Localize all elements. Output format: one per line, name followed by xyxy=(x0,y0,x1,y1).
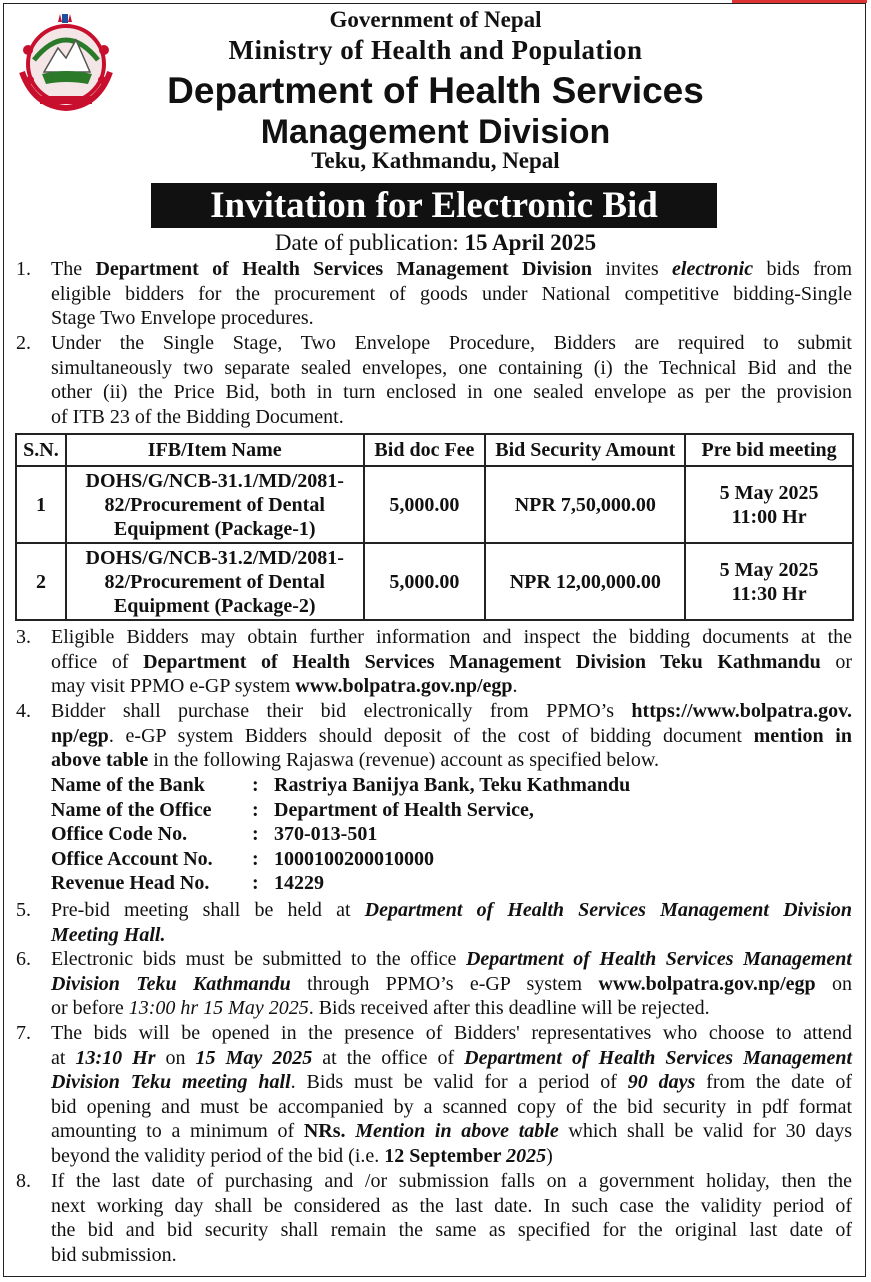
text-run: mention in xyxy=(753,724,852,747)
text-run: eligible bidders for the procurement of goods under National competitive bidding-Single xyxy=(51,282,852,305)
text-run: The xyxy=(51,258,96,280)
clause-2 xyxy=(16,331,852,429)
bank-colon: : xyxy=(252,872,259,895)
clause-text xyxy=(51,257,852,331)
clause-8 xyxy=(16,1169,852,1267)
text-run: Department of Health Services Management Division xyxy=(95,258,593,280)
header-sn: S.N. xyxy=(16,434,66,466)
text-line xyxy=(51,1169,852,1194)
clause-number: 2. xyxy=(16,332,31,354)
text-run: of ITB 23 of the Bidding Document. xyxy=(51,405,344,428)
notice-banner: Invitation for Electronic Bid xyxy=(151,183,717,228)
clause-text xyxy=(51,699,852,773)
bank-value: 14229 xyxy=(274,872,324,895)
text-run: . xyxy=(512,675,518,698)
bank-colon: : xyxy=(252,823,259,846)
clause-number: 1. xyxy=(16,258,31,280)
clause-text xyxy=(51,1169,852,1267)
text-run: or xyxy=(820,650,852,673)
text-line xyxy=(51,748,852,773)
bank-key: Revenue Head No. xyxy=(51,872,210,895)
text-line xyxy=(51,947,852,972)
bank-row xyxy=(51,871,630,896)
item-name-line: DOHS/G/NCB-31.1/MD/2081- xyxy=(85,469,344,492)
text-run: bids from xyxy=(753,258,853,280)
text-run: may visit PPMO e-GP system xyxy=(51,675,296,698)
address: Teku, Kathmandu, Nepal xyxy=(311,148,560,173)
clause-number: 3. xyxy=(16,626,31,648)
table-header-row xyxy=(16,434,853,466)
text-run: amounting to a minimum of xyxy=(51,1120,304,1143)
bank-row xyxy=(51,798,630,823)
ministry-title: Ministry of Health and Population xyxy=(228,35,643,65)
text-run: NRs. xyxy=(303,1120,346,1143)
text-line xyxy=(51,1144,852,1169)
text-line xyxy=(51,306,852,331)
clause-number: 5. xyxy=(16,899,31,921)
text-line xyxy=(51,972,852,997)
text-line xyxy=(51,331,852,356)
text-run: beyond the validity period of the bid (i.e. xyxy=(51,1144,385,1167)
clause-text xyxy=(51,625,852,699)
table-row xyxy=(16,543,853,620)
text-run: https://www.bolpatra.gov. xyxy=(631,700,852,722)
clause-number: 6. xyxy=(16,948,31,970)
clause-5 xyxy=(16,898,852,947)
text-run: 15 May 2025 xyxy=(195,1046,313,1069)
text-run: bid submission. xyxy=(51,1243,177,1266)
cell-pre-bid-meeting xyxy=(685,543,853,620)
text-run: the bid and bid security shall remain the same as specified for the original last date of xyxy=(51,1219,852,1242)
meeting-time: 11:30 Hr xyxy=(731,582,807,605)
item-name-line: Equipment (Package-2) xyxy=(113,594,316,617)
text-line xyxy=(51,405,852,430)
clause-6 xyxy=(16,947,852,1021)
bank-key: Name of the Office xyxy=(51,798,212,821)
text-line xyxy=(51,1021,852,1046)
clause-number: 7. xyxy=(16,1022,31,1044)
text-run: electronic xyxy=(672,258,754,280)
bank-value: Rastriya Banijya Bank, Teku Kathmandu xyxy=(274,774,631,796)
cell-pre-bid-meeting xyxy=(685,466,853,543)
text-run: office of xyxy=(51,650,144,673)
publication-label: Date of publication: xyxy=(274,230,459,255)
clause-7 xyxy=(16,1021,852,1169)
gov-title: Government of Nepal xyxy=(329,7,542,32)
text-line xyxy=(51,674,852,699)
cell-doc-fee: 5,000.00 xyxy=(364,466,486,543)
text-run: Eligible Bidders may obtain further information and inspect the bidding documents at the xyxy=(51,626,852,648)
text-run: Stage Two Envelope procedures. xyxy=(51,307,314,330)
cell-bid-security: NPR 12,00,000.00 xyxy=(485,543,685,620)
text-run: on xyxy=(815,972,853,995)
text-run: Pre-bid meeting shall be held at xyxy=(51,899,365,921)
text-run: on xyxy=(155,1046,196,1069)
meeting-date: 5 May 2025 xyxy=(719,558,819,581)
text-run: 12 September xyxy=(384,1144,507,1167)
text-run: in the following Rajaswa (revenue) account as specified below. xyxy=(148,749,659,772)
item-name-line: DOHS/G/NCB-31.2/MD/2081- xyxy=(85,546,344,569)
text-line xyxy=(51,898,852,923)
text-run: Department of Health Services Management xyxy=(464,1046,853,1069)
clause-text xyxy=(51,947,852,1021)
text-line xyxy=(51,1070,852,1095)
clause-1 xyxy=(16,257,852,331)
cell-item-name xyxy=(66,466,364,543)
clause-text xyxy=(51,1021,852,1169)
bank-row xyxy=(51,847,630,872)
bank-colon: : xyxy=(252,847,259,870)
header-pre-bid-meeting: Pre bid meeting xyxy=(685,434,853,466)
text-run: Mention in above table xyxy=(355,1120,559,1143)
item-name-line: 82/Procurement of Dental xyxy=(104,493,325,516)
text-line xyxy=(51,356,852,381)
text-run: or before xyxy=(51,997,129,1020)
bank-key: Office Account No. xyxy=(51,847,213,870)
text-run xyxy=(346,1120,356,1142)
cell-sn: 1 xyxy=(16,466,66,543)
text-run: Department of Health Services Management xyxy=(465,948,852,970)
text-run: Bidder shall purchase their bid electronically from PPMO’s xyxy=(51,700,632,722)
text-run: above table xyxy=(51,749,149,772)
meeting-time: 11:00 Hr xyxy=(731,505,807,528)
clause-number: 8. xyxy=(16,1170,31,1192)
clause-4 xyxy=(16,699,852,773)
bid-table xyxy=(15,433,854,621)
text-run: Meeting Hall. xyxy=(51,923,166,946)
cell-sn: 2 xyxy=(16,543,66,620)
text-run: bid opening and must be accompanied by a scanned copy of the bid security in pdf format xyxy=(51,1095,852,1118)
bank-value: 370-013-501 xyxy=(274,823,378,846)
text-run: 90 days xyxy=(627,1071,696,1094)
text-run: through PPMO’s e-GP system xyxy=(290,972,599,995)
text-run: Department of Health Services Management Division Teku Kathmandu xyxy=(143,650,821,673)
text-line xyxy=(51,1243,852,1268)
text-run: from the date of xyxy=(695,1071,853,1094)
text-line xyxy=(51,1095,852,1120)
text-line xyxy=(51,923,852,948)
text-run: Department of Health Services Management Division xyxy=(364,899,852,921)
text-run: www.bolpatra.gov.np/egp xyxy=(598,972,816,995)
department-title: Department of Health Services xyxy=(167,70,704,111)
text-run: at the office of xyxy=(312,1046,465,1069)
bank-colon: : xyxy=(252,774,259,796)
text-line xyxy=(51,625,852,650)
text-run: at xyxy=(51,1046,76,1069)
text-line xyxy=(51,282,852,307)
clause-number: 4. xyxy=(16,700,31,722)
text-run: The bids will be opened in the presence of Bidders' representatives who choose to attend xyxy=(51,1022,852,1044)
text-run: next working day shall be considered as the last date. In such case the validity period of xyxy=(51,1194,852,1217)
clause-text xyxy=(51,331,852,429)
text-run: . Bids received after this deadline will be rejected. xyxy=(308,997,710,1020)
header-doc-fee: Bid doc Fee xyxy=(364,434,486,466)
text-run: If the last date of purchasing and /or submission falls on a government holiday, then the xyxy=(51,1170,852,1192)
item-name-line: Equipment (Package-1) xyxy=(113,517,316,540)
text-run: 2025 xyxy=(506,1144,547,1167)
text-line xyxy=(51,1194,852,1219)
text-line xyxy=(51,724,852,749)
text-run: which shall be valid for 30 days xyxy=(558,1120,852,1143)
clause-text xyxy=(51,898,852,947)
text-run: Division Teku meeting hall xyxy=(51,1071,291,1094)
table-row xyxy=(16,466,853,543)
text-run: Electronic bids must be submitted to the office xyxy=(51,948,466,970)
bank-key: Office Code No. xyxy=(51,823,188,846)
meeting-date: 5 May 2025 xyxy=(719,481,819,504)
text-run: ) xyxy=(546,1144,553,1167)
bank-details xyxy=(51,773,630,896)
text-line xyxy=(51,699,852,724)
division-title: Management Division xyxy=(260,113,611,151)
clause-3 xyxy=(16,625,852,699)
text-line xyxy=(51,380,852,405)
text-run: simultaneously two separate sealed envelopes, one containing (i) the Technical Bid and the xyxy=(51,356,852,379)
text-run: np/egp xyxy=(51,724,109,747)
cell-item-name xyxy=(66,543,364,620)
cell-bid-security: NPR 7,50,000.00 xyxy=(485,466,685,543)
text-run: 13:00 hr 15 May 2025 xyxy=(128,997,309,1020)
text-run: invites xyxy=(592,258,673,280)
text-line xyxy=(51,257,852,282)
bank-value: Department of Health Service, xyxy=(274,798,534,821)
text-run: Under the Single Stage, Two Envelope Procedure, Bidders are required to submit xyxy=(51,332,852,354)
text-run: 13:10 Hr xyxy=(75,1046,156,1069)
text-run: . e-GP system Bidders should deposit of the cost of bidding document xyxy=(108,724,754,747)
bank-row xyxy=(51,822,630,847)
text-line xyxy=(51,996,852,1021)
bank-value: 1000100200010000 xyxy=(274,847,434,870)
text-run: Division Teku Kathmandu xyxy=(51,972,291,995)
publication-date-value: 15 April 2025 xyxy=(464,230,597,255)
header-bid-security: Bid Security Amount xyxy=(485,434,685,466)
bank-colon: : xyxy=(252,798,259,821)
cell-doc-fee: 5,000.00 xyxy=(364,543,486,620)
publication-date xyxy=(0,230,871,256)
text-run: other (ii) the Price Bid, both in turn enclosed in one sealed envelope as per the provision xyxy=(51,381,852,404)
header-item-name: IFB/Item Name xyxy=(66,434,364,466)
bank-key: Name of the Bank xyxy=(51,774,205,796)
text-line xyxy=(51,1218,852,1243)
text-line xyxy=(51,1046,852,1071)
item-name-line: 82/Procurement of Dental xyxy=(104,570,325,593)
bank-row xyxy=(51,773,630,798)
text-line xyxy=(51,650,852,675)
text-run: . Bids must be valid for a period of xyxy=(290,1071,628,1094)
text-line xyxy=(51,1119,852,1144)
text-run: www.bolpatra.gov.np/egp xyxy=(295,675,513,698)
